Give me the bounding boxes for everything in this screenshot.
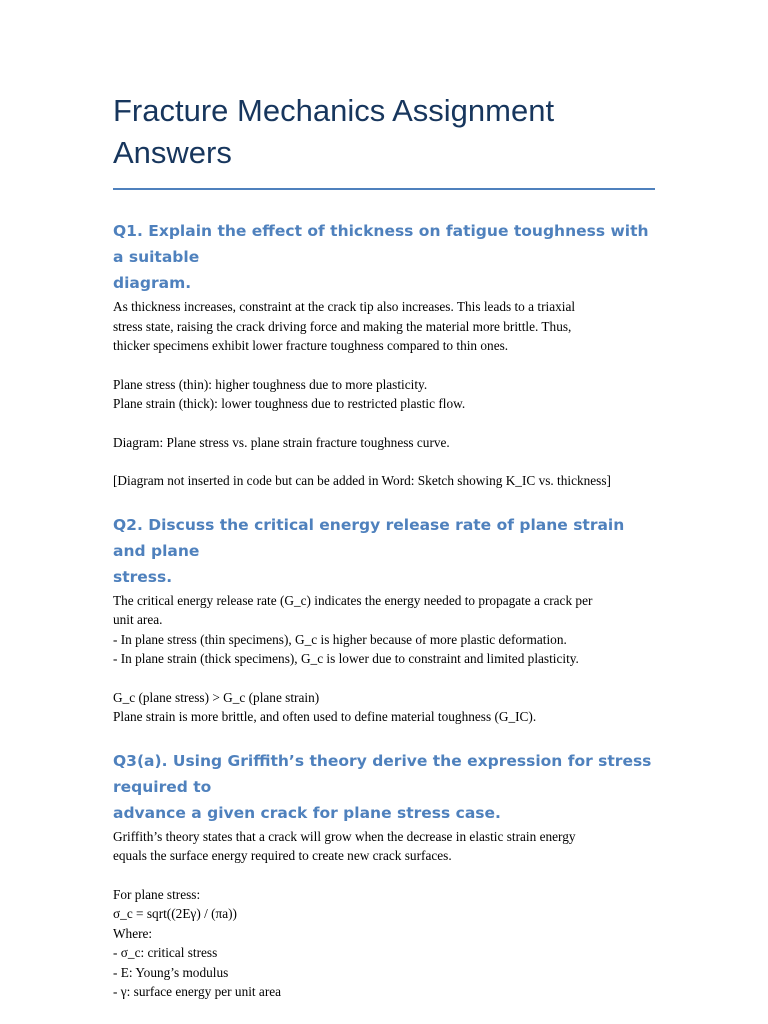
q1-paragraph-1: [113, 297, 655, 356]
q1-paragraph-2: [113, 375, 655, 414]
text-line: - In plane strain (thick specimens), G_c is lower due to constraint and limited plasticity.: [113, 651, 579, 666]
title-underline: [113, 188, 655, 190]
q1-paragraph-3: [113, 433, 655, 453]
q1-heading: [113, 218, 655, 296]
text-line: Diagram: Plane stress vs. plane strain fracture toughness curve.: [113, 434, 450, 450]
text-line: As thickness increases, constraint at the crack tip also increases. This leads to a triaxial: [113, 299, 576, 314]
q3-paragraph-2: [113, 885, 655, 1002]
text-line: Plane strain is more brittle, and often used to define material toughness (G_IC).: [113, 709, 537, 724]
text-line: - γ: surface energy per unit area: [113, 984, 282, 999]
q3-paragraph-1: [113, 827, 655, 866]
q2-heading: [113, 512, 655, 590]
text-line: Where:: [113, 925, 153, 941]
q2-heading-line-1: Q2. Discuss the critical energy release rate of plane strain and plane: [113, 515, 625, 560]
text-line: [Diagram not inserted in code but can be added in Word: Sketch showing K_IC vs. thickness]: [113, 473, 611, 488]
text-line: Plane strain (thick): lower toughness due to restricted plastic flow.: [113, 396, 466, 411]
q3-heading-line-2: advance a given crack for plane stress case.: [113, 803, 501, 822]
text-line: Griffith’s theory states that a crack will grow when the decrease in elastic strain energy: [113, 828, 576, 844]
text-line: equals the surface energy required to create new crack surfaces.: [113, 848, 452, 863]
text-line: For plane stress:: [113, 886, 201, 902]
paragraph-spacer: [113, 356, 655, 375]
paragraph-spacer: [113, 414, 655, 433]
q1-paragraph-4: [113, 471, 655, 491]
q3-heading: [113, 748, 655, 826]
q2-heading-line-2: stress.: [113, 567, 173, 586]
paragraph-spacer: [113, 452, 655, 471]
q1-heading-line-1: Q1. Explain the effect of thickness on fatigue toughness with a suitable: [113, 222, 649, 266]
text-line: - E: Young’s modulus: [113, 964, 229, 980]
paragraph-spacer: [113, 866, 655, 885]
title-line-1: Fracture Mechanics Assignment: [113, 93, 555, 128]
text-line: - σ_c: critical stress: [113, 945, 218, 960]
text-line: thicker specimens exhibit lower fracture toughness compared to thin ones.: [113, 338, 509, 353]
q1-heading-line-2: diagram.: [113, 274, 192, 292]
formula-line: σ_c = sqrt((2Eγ) / (πa)): [113, 906, 237, 921]
text-line: - In plane stress (thin specimens), G_c is higher because of more plastic deformation.: [113, 631, 567, 647]
q2-paragraph-1: [113, 591, 655, 669]
q3-heading-line-1: Q3(a). Using Griffith’s theory derive the expression for stress required to: [113, 751, 652, 796]
q2-paragraph-2: [113, 688, 655, 727]
paragraph-spacer: [113, 669, 655, 688]
document-title: [113, 90, 655, 174]
text-line: Plane stress (thin): higher toughness due to more plasticity.: [113, 376, 428, 392]
title-line-2: Answers: [113, 135, 232, 170]
text-line: G_c (plane stress) > G_c (plane strain): [113, 689, 320, 705]
text-line: unit area.: [113, 612, 163, 627]
text-line: The critical energy release rate (G_c) indicates the energy needed to propagate a crack per: [113, 592, 593, 608]
text-line: stress state, raising the crack driving force and making the material more brittle. Thus,: [113, 318, 572, 334]
